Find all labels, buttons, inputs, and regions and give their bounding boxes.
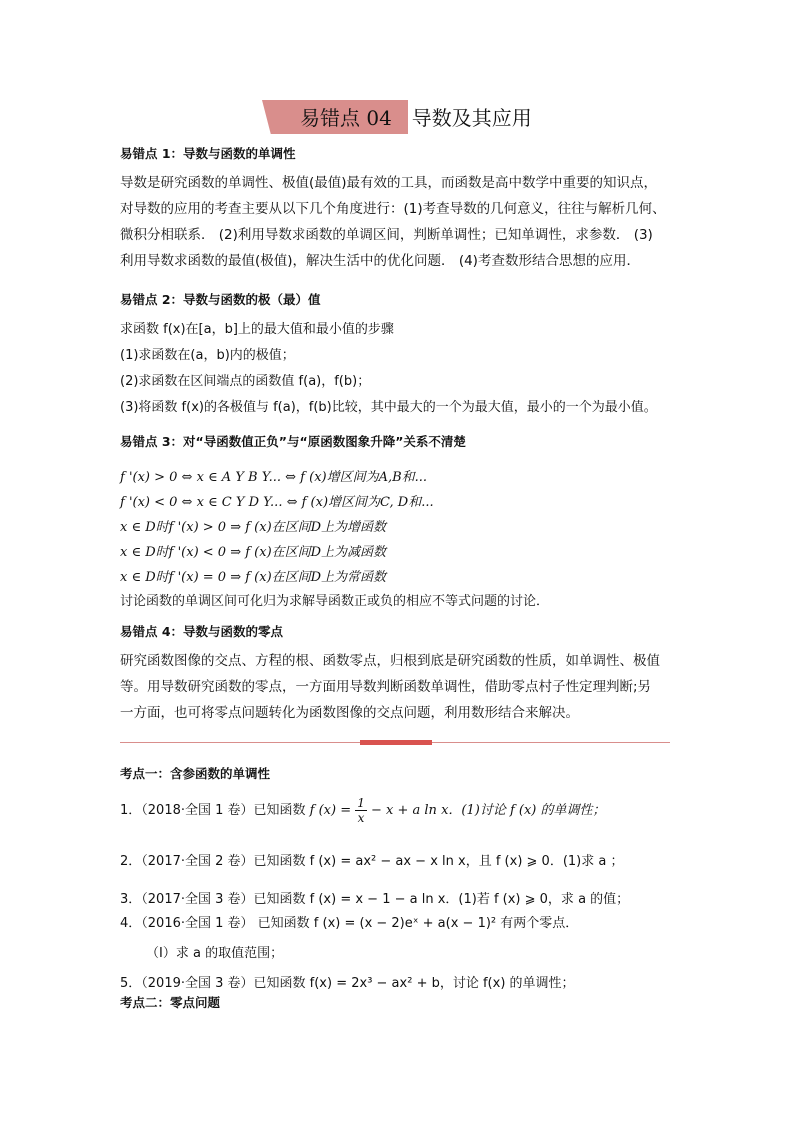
section-4-line: 一方面，也可将零点问题转化为函数图像的交点问题，利用数形结合来解决。 (120, 705, 579, 721)
section-4-line: 研究函数图像的交点、方程的根、函数零点，归根到底是研究函数的性质，如单调性、极值 (120, 653, 660, 669)
section-1-line: 导数是研究函数的单调性、极值(最值)最有效的工具，而函数是高中数学中重要的知识点， (120, 175, 658, 191)
question-1-suffix: − x + a ln x．(1)讨论 f (x) 的单调性； (366, 803, 606, 818)
derivative-rule-line: f '(x) < 0 ⇔ x ∈ C Y D Y... ⇔ f (x)增区间为C, D和... (120, 495, 434, 510)
question-2: 2．（2017·全国 2 卷）已知函数 f (x) = ax² − ax − x ln x，且 f (x) ⩾ 0．(1)求 a ； (120, 854, 624, 869)
fraction-denominator: x (357, 811, 365, 825)
section-1-body (120, 170, 680, 274)
title-banner (262, 96, 552, 136)
section-1-heading: 易错点 1：导数与函数的单调性 (120, 146, 296, 161)
question-1 (120, 796, 606, 826)
question-1-prefix: 1．（2018·全国 1 卷）已知函数 (120, 803, 310, 818)
derivative-rule-line: x ∈ D时f '(x) > 0 ⇒ f (x)在区间D上为增函数 (120, 520, 387, 535)
section-4-body (120, 648, 680, 726)
section-1-line: 对导数的应用的考查主要从以下几个角度进行：(1)考查导数的几何意义，往往与解析几何、 (120, 201, 666, 217)
derivative-rule-line: x ∈ D时f '(x) = 0 ⇒ f (x)在区间D上为常函数 (120, 570, 387, 585)
section-1-line: 微积分相联系． (2)利用导数求函数的单调区间，判断单调性；已知单调性，求参数． (3) (120, 227, 653, 243)
section-2-line: 求函数 f(x)在[a，b]上的最大值和最小值的步骤 (120, 322, 394, 337)
section-2-heading: 易错点 2：导数与函数的极（最）值 (120, 292, 321, 307)
topic-1-heading: 考点一：含参函数的单调性 (120, 766, 271, 781)
section-2-line: (1)求函数在(a，b)内的极值； (120, 348, 295, 363)
topic-2-heading: 考点二：零点问题 (120, 995, 221, 1010)
section-2-line: (3)将函数 f(x)的各极值与 f(a)，f(b)比较，其中最大的一个为最大值，最小的一个为最小值。 (120, 400, 657, 415)
section-1-line: 利用导数求函数的最值(极值)，解决生活中的优化问题． (4)考查数形结合思想的应用． (120, 253, 640, 269)
section-4-heading: 易错点 4：导数与函数的零点 (120, 624, 284, 639)
question-5: 5．（2019·全国 3 卷）已知函数 f(x) = 2x³ − ax² + b，讨论 f(x) 的单调性； (120, 976, 575, 991)
question-3: 3．（2017·全国 3 卷）已知函数 f (x) = x − 1 − a ln x．(1)若 f (x) ⩾ 0，求 a 的值； (120, 892, 630, 907)
question-4: 4．（2016·全国 1 卷） 已知函数 f (x) = (x − 2)eˣ + a(x − 1)² 有两个零点． (120, 916, 579, 931)
section-divider-accent (360, 740, 432, 745)
question-4-sub: （I）求 a 的取值范围； (146, 946, 284, 961)
page-title: 易错点 04 导数及其应用 (300, 106, 532, 130)
derivative-rule-line: x ∈ D时f '(x) < 0 ⇒ f (x)在区间D上为减函数 (120, 545, 387, 560)
section-3-heading: 易错点 3：对“导函数值正负”与“原函数图象升降”关系不清楚 (120, 434, 466, 449)
fraction (355, 796, 367, 825)
fraction-numerator: 1 (357, 796, 365, 810)
section-2-line: (2)求函数在区间端点的函数值 f(a)，f(b)； (120, 374, 371, 389)
derivative-rule-line: f '(x) > 0 ⇔ x ∈ A Y B Y... ⇔ f (x)增区间为A,B和... (120, 470, 428, 485)
question-1-fx: f (x) = (309, 803, 356, 818)
section-3-note: 讨论函数的单调区间可化归为求解导函数正或负的相应不等式问题的讨论． (120, 594, 550, 609)
section-4-line: 等。用导数研究函数的零点，一方面用导数判断函数单调性，借助零点村子性定理判断;另 (120, 679, 652, 695)
